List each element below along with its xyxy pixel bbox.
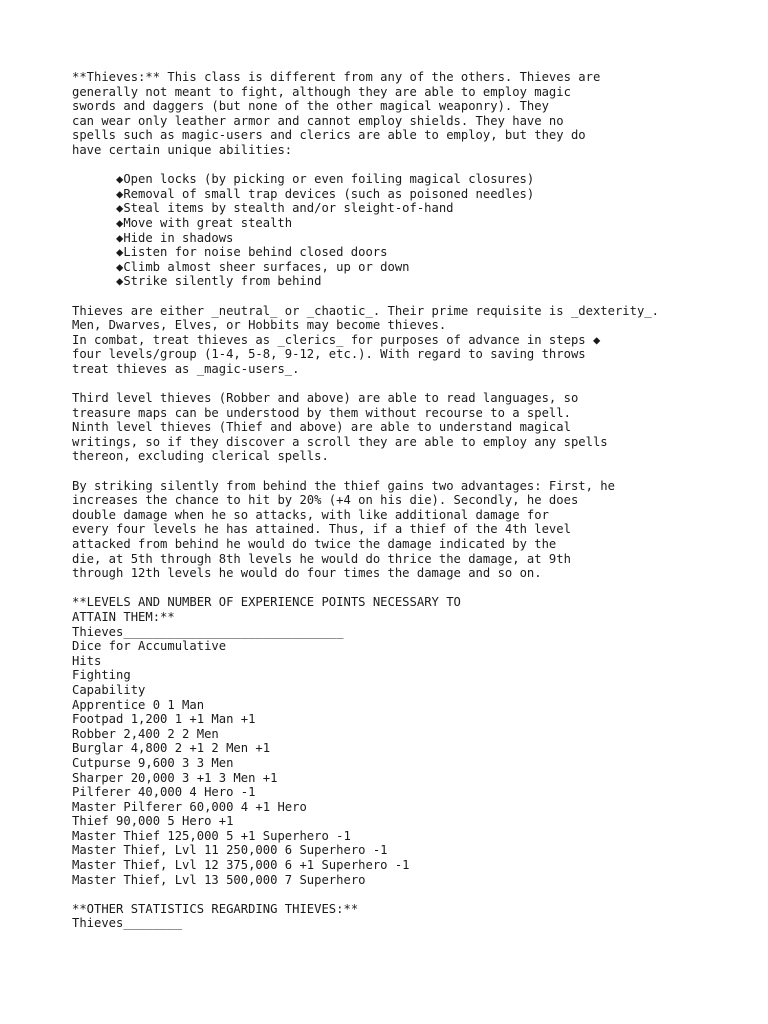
spacer bbox=[72, 581, 712, 596]
section-heading: **LEVELS AND NUMBER OF EXPERIENCE POINTS NECESSARY TO bbox=[72, 595, 461, 610]
section-heading: **OTHER STATISTICS REGARDING THIEVES:** bbox=[72, 901, 359, 916]
spacer bbox=[72, 158, 712, 173]
table-row: Master Thief 125,000 5 +1 Superhero -1 bbox=[72, 828, 351, 843]
text-line: double damage when he so attacks, with like additional damage for bbox=[72, 507, 549, 522]
column-header: Fighting bbox=[72, 668, 131, 683]
other-statistics-section bbox=[72, 902, 712, 931]
text-line: die, at 5th through 8th levels he would do thrice the damage, at 9th bbox=[72, 551, 571, 566]
spacer bbox=[72, 376, 712, 391]
backstab-paragraph bbox=[72, 479, 712, 581]
column-header: Dice for Accumulative bbox=[72, 639, 227, 654]
list-item: ◆Steal items by stealth and/or sleight-of-hand bbox=[116, 201, 454, 216]
text-line: have certain unique abilities: bbox=[72, 142, 293, 157]
text-line: writings, so if they discover a scroll they are able to employ any spells bbox=[72, 434, 608, 449]
table-title: Thieves______________________________ bbox=[72, 624, 344, 639]
table-row: Master Thief, Lvl 12 375,000 6 +1 Superhero -1 bbox=[72, 858, 410, 873]
text-line: Third level thieves (Robber and above) are able to read languages, so bbox=[72, 391, 579, 406]
text-line: Men, Dwarves, Elves, or Hobbits may become thieves. bbox=[72, 318, 447, 333]
table-row: Master Thief, Lvl 11 250,000 6 Superhero -1 bbox=[72, 843, 388, 858]
table-row: Pilferer 40,000 4 Hero -1 bbox=[72, 785, 256, 800]
text-line: treasure maps can be understood by them without recourse to a spell. bbox=[72, 405, 571, 420]
text-line: **Thieves:** This class is different from any of the others. Thieves are bbox=[72, 70, 601, 84]
table-row: Robber 2,400 2 2 Men bbox=[72, 726, 219, 741]
list-item: ◆Removal of small trap devices (such as poisoned needles) bbox=[116, 186, 535, 201]
text-line: In combat, treat thieves as _clerics_ for purposes of advance in steps ◆ bbox=[72, 332, 601, 347]
table-row: Thief 90,000 5 Hero +1 bbox=[72, 814, 234, 829]
document-page bbox=[72, 70, 712, 931]
section-heading: ATTAIN THEM:** bbox=[72, 609, 175, 624]
alignment-paragraph bbox=[72, 304, 712, 377]
table-row: Burglar 4,800 2 +1 2 Men +1 bbox=[72, 741, 271, 756]
table-row: Cutpurse 9,600 3 3 Men bbox=[72, 755, 234, 770]
list-item: ◆Open locks (by picking or even foiling magical closures) bbox=[116, 172, 535, 187]
spacer bbox=[72, 289, 712, 304]
text-line: By striking silently from behind the thief gains two advantages: First, he bbox=[72, 478, 615, 493]
table-row: Apprentice 0 1 Man bbox=[72, 697, 205, 712]
list-item: ◆Climb almost sheer surfaces, up or down bbox=[116, 259, 410, 274]
column-header: Capability bbox=[72, 682, 146, 697]
intro-paragraph bbox=[72, 70, 712, 158]
text-line: generally not meant to fight, although they are able to employ magic bbox=[72, 84, 571, 99]
text-line: every four levels he has attained. Thus, if a thief of the 4th level bbox=[72, 522, 571, 537]
text-line: Thieves are either _neutral_ or _chaotic_. Their prime requisite is _dexterity_. bbox=[72, 303, 659, 318]
text-line: attacked from behind he would do twice the damage indicated by the bbox=[72, 537, 557, 551]
text-line: spells such as magic-users and clerics are able to employ, but they do bbox=[72, 128, 586, 143]
list-item: ◆Hide in shadows bbox=[116, 230, 234, 245]
text-line: four levels/group (1-4, 5-8, 9-12, etc.). With regard to saving throws bbox=[72, 347, 586, 362]
text-line: Ninth level thieves (Thief and above) are able to understand magical bbox=[72, 420, 571, 435]
table-row: Footpad 1,200 1 +1 Man +1 bbox=[72, 712, 256, 727]
text-line: treat thieves as _magic-users_. bbox=[72, 361, 300, 376]
text-line: increases the chance to hit by 20% (+4 on his die). Secondly, he does bbox=[72, 493, 579, 508]
text-line: swords and daggers (but none of the other magical weaponry). They bbox=[72, 99, 549, 114]
text-line: can wear only leather armor and cannot employ shields. They have no bbox=[72, 113, 564, 128]
spacer bbox=[72, 464, 712, 479]
table-title: Thieves________ bbox=[72, 916, 183, 931]
text-line: through 12th levels he would do four times the damage and so on. bbox=[72, 566, 542, 581]
list-item: ◆Strike silently from behind bbox=[116, 274, 322, 289]
abilities-list bbox=[72, 172, 712, 289]
levels-section bbox=[72, 595, 712, 887]
text-line: thereon, excluding clerical spells. bbox=[72, 449, 329, 464]
spacer bbox=[72, 887, 712, 902]
table-row: Sharper 20,000 3 +1 3 Men +1 bbox=[72, 770, 278, 785]
column-header: Hits bbox=[72, 653, 102, 668]
list-item: ◆Listen for noise behind closed doors bbox=[116, 245, 388, 260]
languages-paragraph bbox=[72, 391, 712, 464]
table-row: Master Pilferer 60,000 4 +1 Hero bbox=[72, 799, 307, 814]
table-row: Master Thief, Lvl 13 500,000 7 Superhero bbox=[72, 872, 366, 887]
list-item: ◆Move with great stealth bbox=[116, 215, 293, 230]
